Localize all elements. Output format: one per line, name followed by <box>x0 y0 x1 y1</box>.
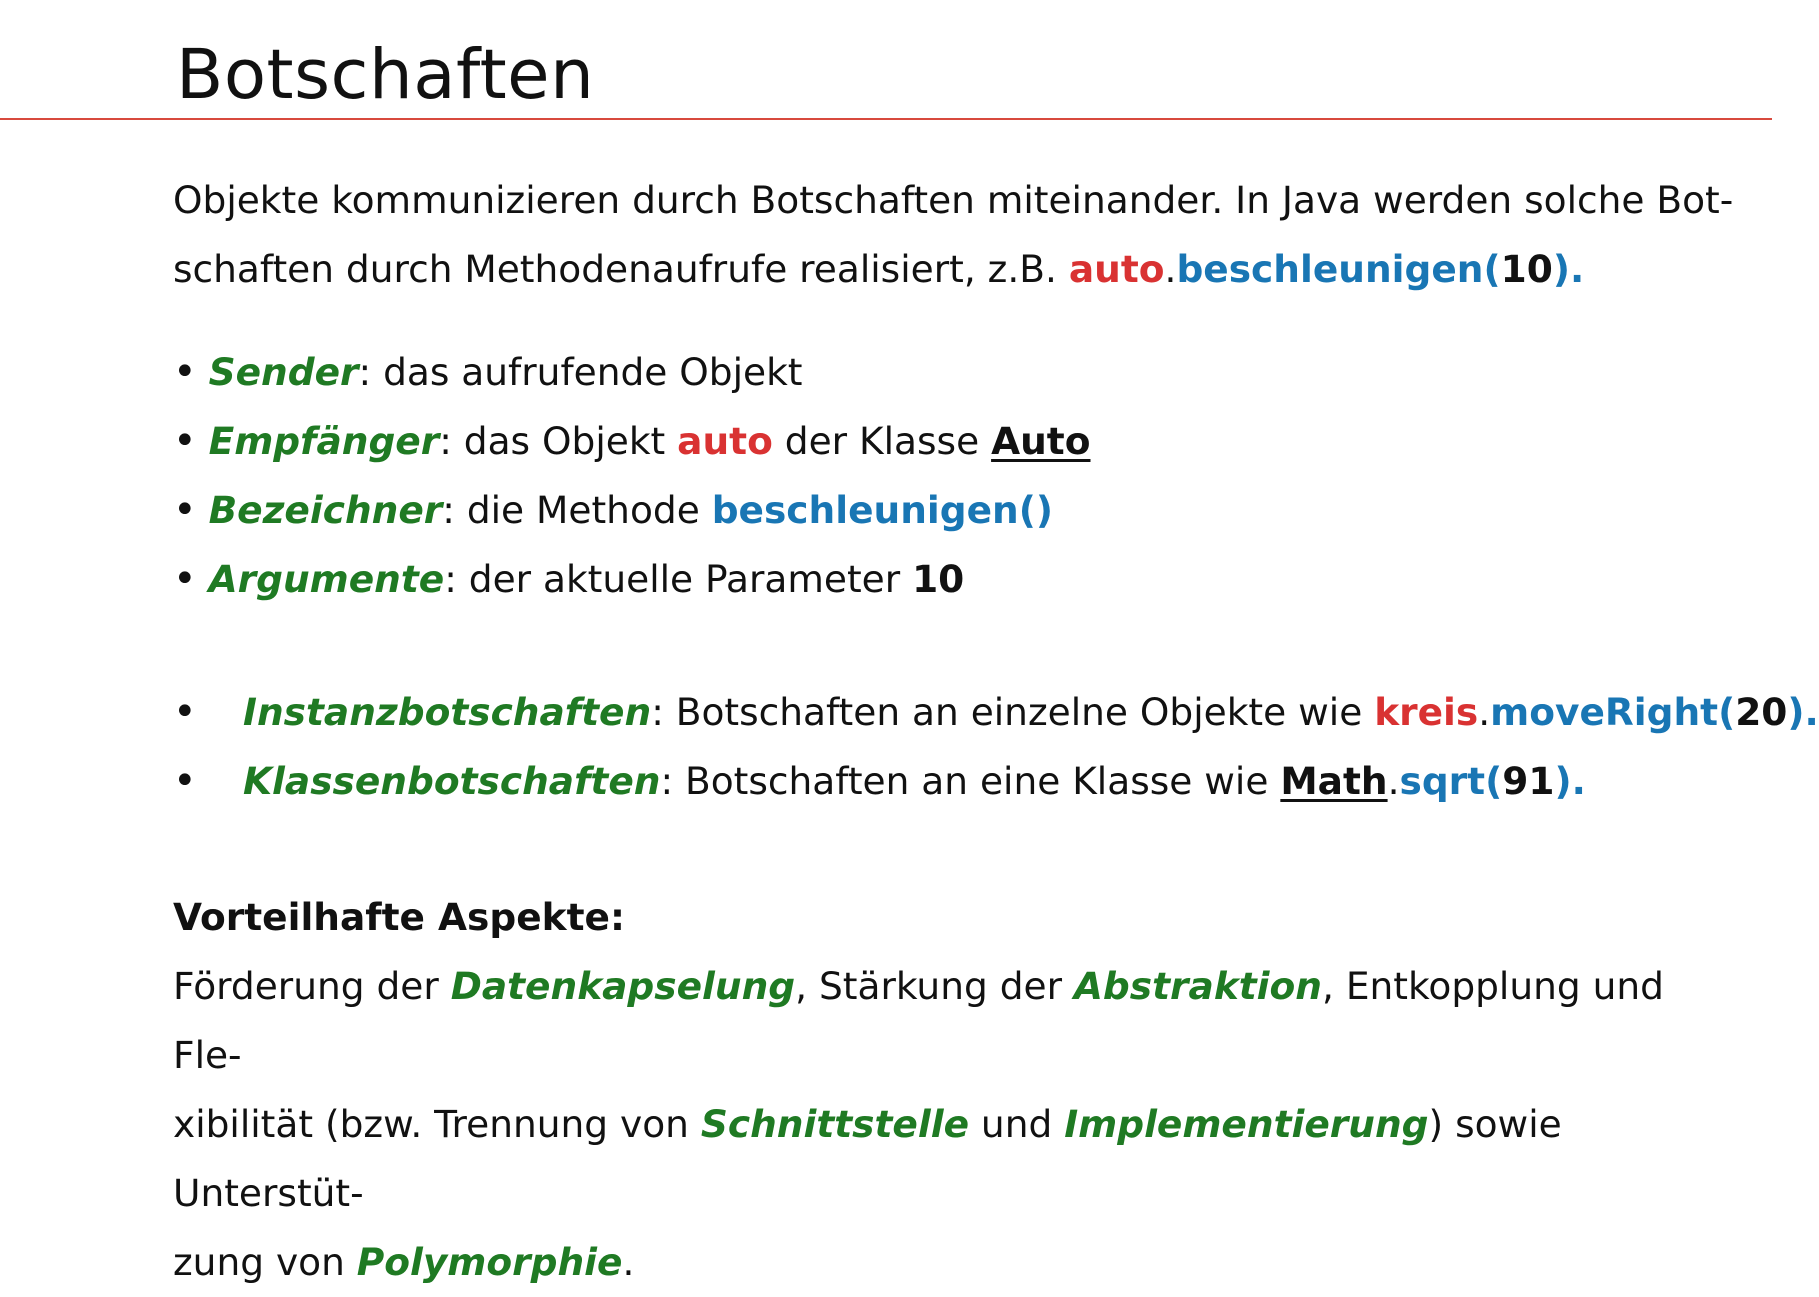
term-identifier: Bezeichner <box>208 488 443 532</box>
role-description: : das aufrufende Objekt <box>358 350 803 394</box>
list-item-receiver <box>173 407 1743 476</box>
term-sender: Sender <box>208 350 359 394</box>
role-description: : die Methode <box>442 488 712 532</box>
argument-value: 10 <box>912 557 965 601</box>
term-class-messages: Klassenbotschaften <box>243 759 661 803</box>
example-dot: . <box>1387 759 1400 803</box>
example-target: kreis <box>1374 690 1479 734</box>
type-description: : Botschaften an eine Klasse wie <box>660 759 1281 803</box>
example-argument: 91 <box>1502 759 1555 803</box>
example-argument: 20 <box>1735 690 1788 734</box>
aspects-text: zung von <box>173 1240 357 1284</box>
bullet-icon: • <box>173 349 197 395</box>
example-method: moveRight( <box>1490 690 1736 734</box>
example-dot: . <box>1478 690 1491 734</box>
list-item-class-messages <box>173 747 1743 816</box>
aspects-heading: Vorteilhafte Aspekte: <box>173 895 625 939</box>
code-object: auto <box>1068 247 1165 291</box>
slide-title: Botschaften <box>176 35 595 115</box>
bullet-icon: • <box>173 418 197 464</box>
aspects-text: , Entkopplung und Fle- <box>173 964 1664 1077</box>
list-item-sender <box>173 338 1743 407</box>
example-method: sqrt( <box>1399 759 1503 803</box>
slide-body <box>173 166 1819 1297</box>
message-roles-list <box>173 338 1743 614</box>
term-polymorphism: Polymorphie <box>356 1240 623 1284</box>
role-description: : das Objekt <box>439 419 678 463</box>
role-description: : der aktuelle Parameter <box>444 557 913 601</box>
identifier-method: beschleunigen() <box>711 488 1053 532</box>
aspects-text: , Stärkung der <box>795 964 1074 1008</box>
example-end: ). <box>1787 690 1819 734</box>
role-description-2: der Klasse <box>772 419 992 463</box>
list-item-identifier <box>173 476 1743 545</box>
aspects-text: xibilität (bzw. Trennung von <box>173 1102 701 1146</box>
term-implementation: Implementierung <box>1064 1102 1429 1146</box>
term-interface: Schnittstelle <box>700 1102 970 1146</box>
message-types-list <box>173 678 1819 816</box>
term-instance-messages: Instanzbotschaften <box>243 690 652 734</box>
list-item-instance-messages <box>173 678 1819 747</box>
code-dot: . <box>1164 247 1177 291</box>
aspects-text: . <box>622 1240 635 1284</box>
term-receiver: Empfänger <box>208 419 440 463</box>
type-description: : Botschaften an einzelne Objekte wie <box>651 690 1375 734</box>
code-end: ). <box>1552 247 1585 291</box>
intro-paragraph <box>173 166 1743 304</box>
code-argument: 10 <box>1500 247 1553 291</box>
code-method: beschleunigen( <box>1176 247 1501 291</box>
receiver-class: Auto <box>991 419 1091 463</box>
list-item-arguments <box>173 545 1743 614</box>
intro-text-line1: Objekte kommunizieren durch Botschaften miteinander. In Java werden solche Bot- <box>173 178 1734 222</box>
aspects-text: Förderung der <box>173 964 451 1008</box>
example-end: ). <box>1554 759 1586 803</box>
title-divider <box>0 118 1772 120</box>
bullet-icon: • <box>173 758 197 804</box>
aspects-paragraph <box>173 952 1743 1297</box>
intro-text-line2: schaften durch Methodenaufrufe realisiert, z.B. <box>173 247 1069 291</box>
example-target: Math <box>1280 759 1388 803</box>
term-data-encapsulation: Datenkapselung <box>450 964 796 1008</box>
aspects-text: ) sowie Unterstüt- <box>173 1102 1562 1215</box>
term-arguments: Argumente <box>208 557 445 601</box>
term-abstraction: Abstraktion <box>1073 964 1322 1008</box>
bullet-icon: • <box>173 689 197 735</box>
bullet-icon: • <box>173 487 197 533</box>
receiver-object: auto <box>677 419 773 463</box>
bullet-icon: • <box>173 556 197 602</box>
aspects-text: und <box>969 1102 1065 1146</box>
